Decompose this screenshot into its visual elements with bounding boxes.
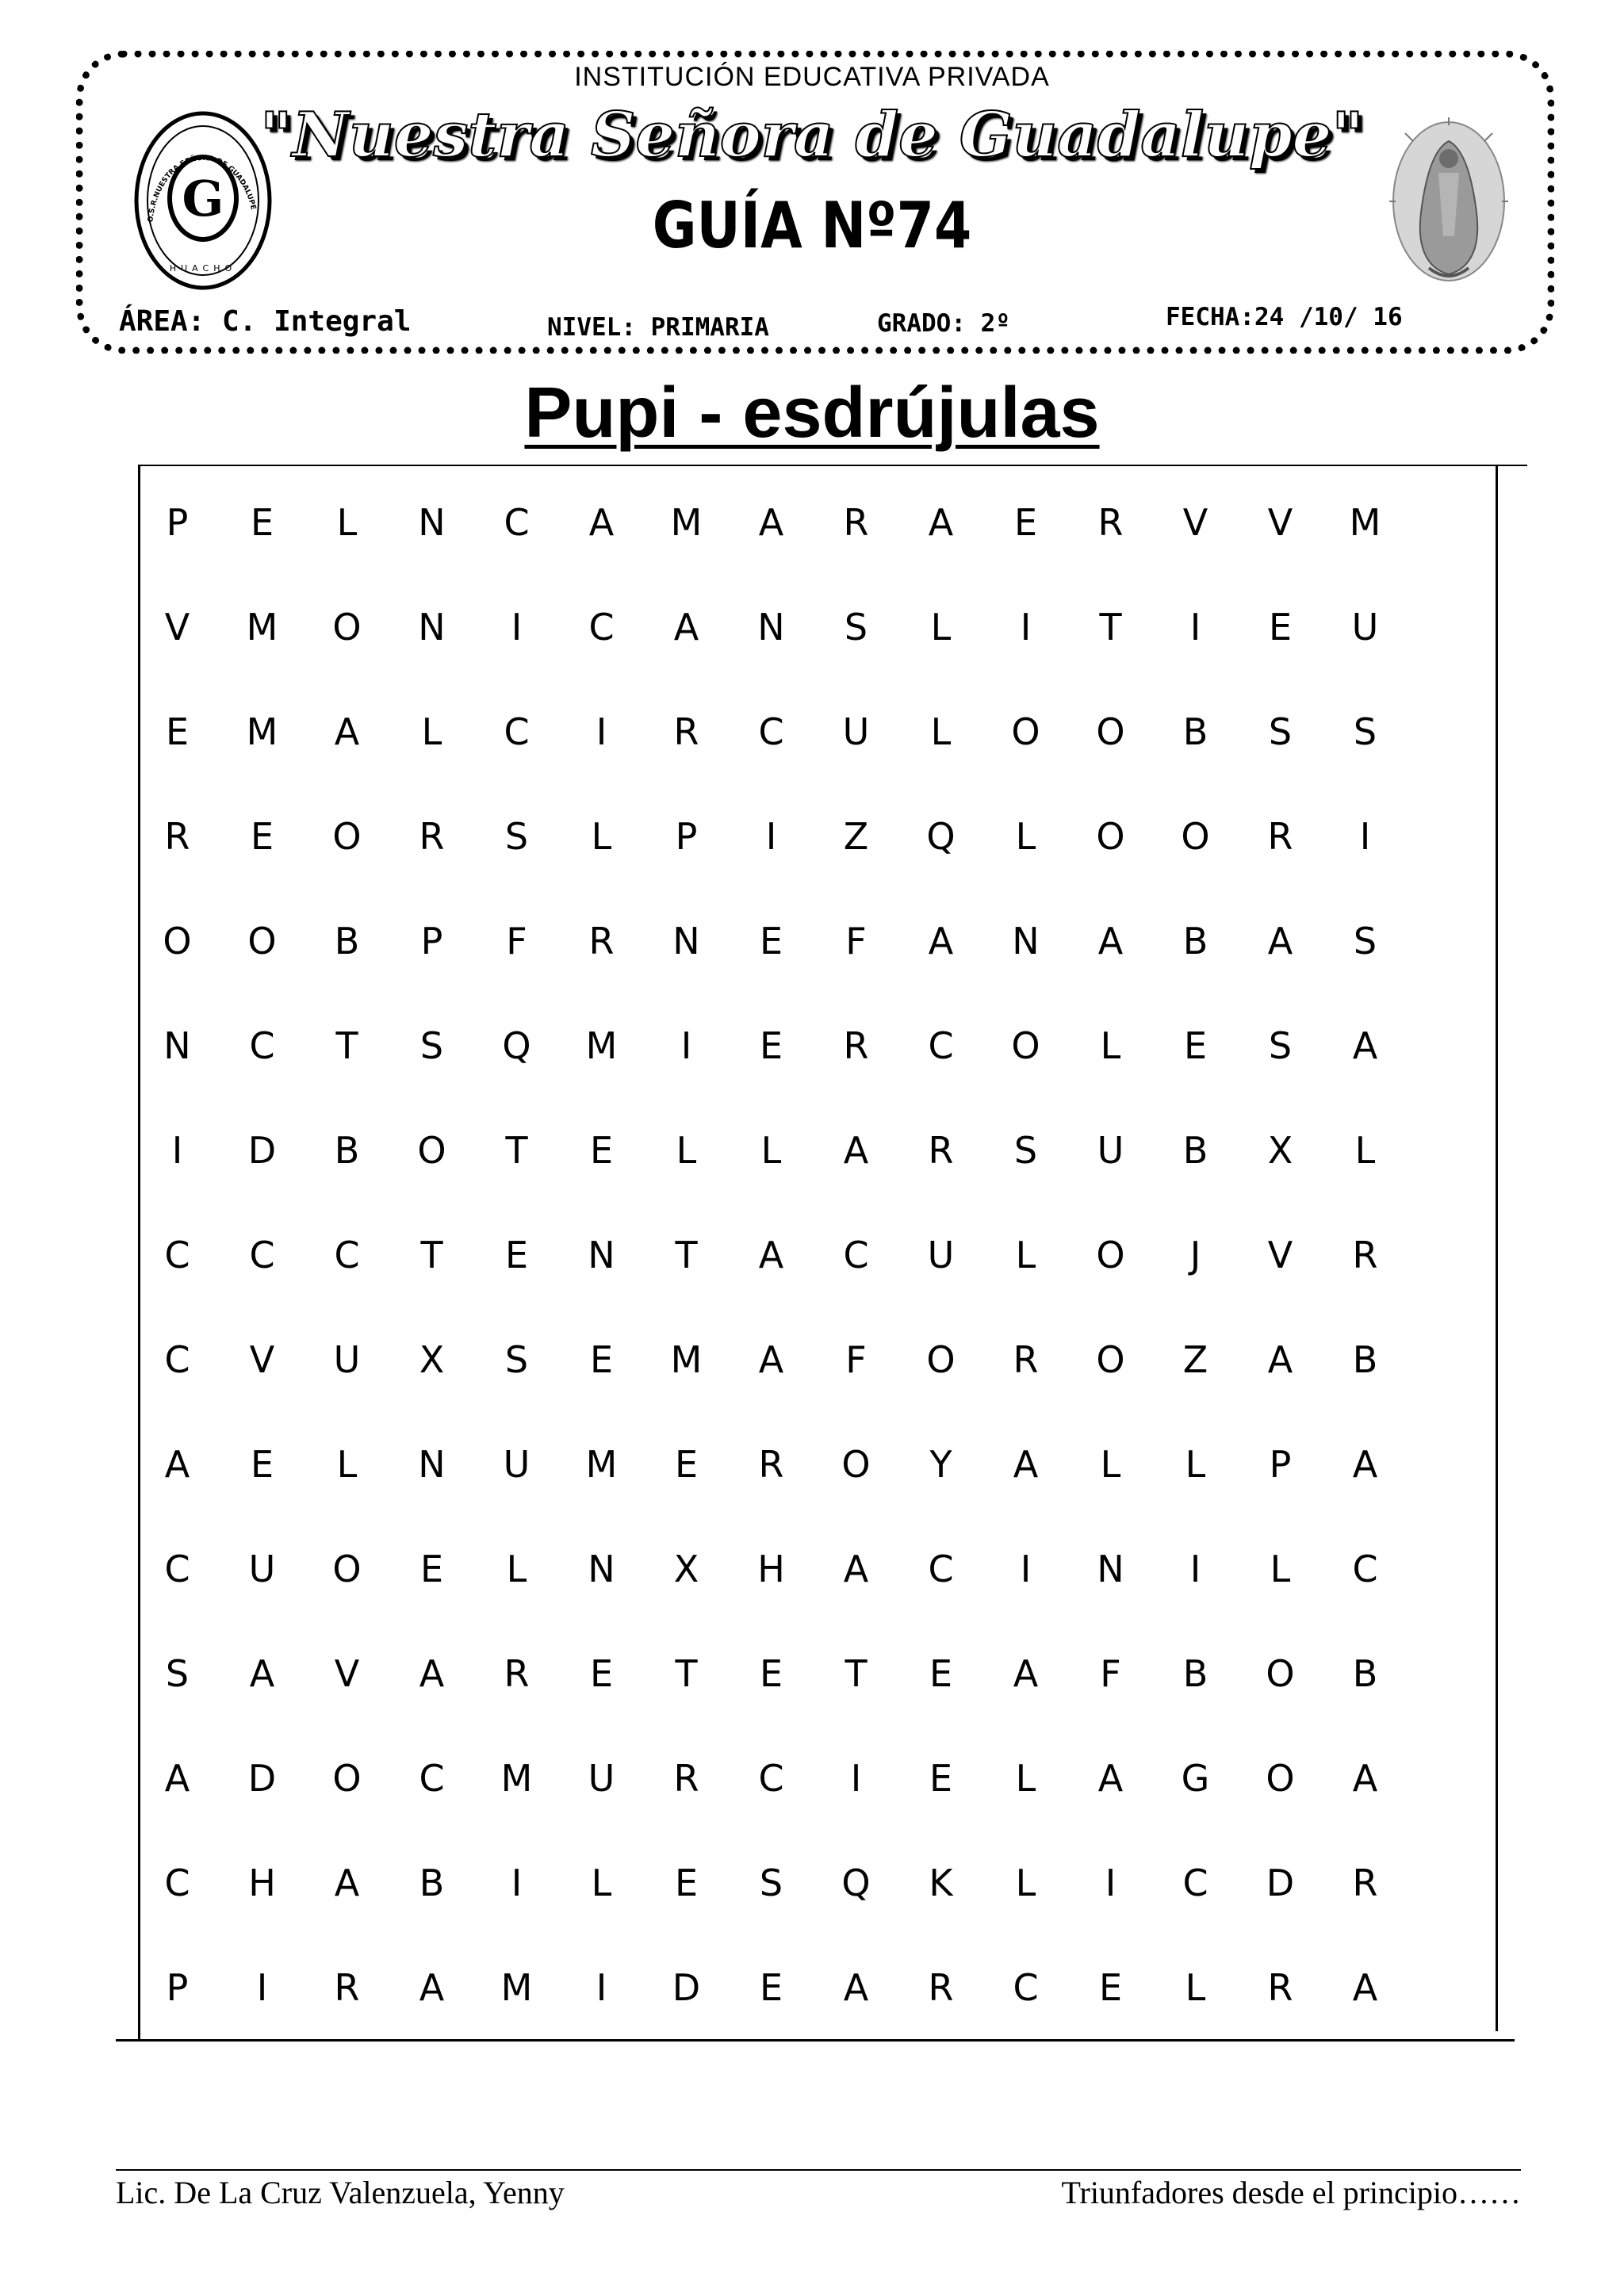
grid-cell[interactable]: O bbox=[1096, 1338, 1125, 1381]
grid-cell[interactable]: N bbox=[672, 920, 700, 962]
grid-cell[interactable]: A bbox=[1097, 1757, 1124, 1800]
grid-cell[interactable]: L bbox=[930, 606, 952, 649]
grid-cell[interactable]: Q bbox=[926, 815, 956, 858]
area-label: ÁREA: C. Integral bbox=[119, 305, 412, 338]
grid-cell[interactable]: L bbox=[1015, 1862, 1036, 1904]
grid-cell[interactable]: A bbox=[1013, 1443, 1039, 1486]
grid-cell[interactable]: N bbox=[418, 606, 446, 649]
grid-cell[interactable]: P bbox=[166, 501, 189, 544]
grid-cell[interactable]: R bbox=[1097, 501, 1124, 544]
grid-cell[interactable]: N bbox=[418, 501, 446, 544]
grid-cell[interactable]: V bbox=[164, 606, 190, 649]
guide-number: GUÍA Nº74 bbox=[652, 189, 972, 262]
grid-cell[interactable]: F bbox=[845, 920, 867, 962]
grid-cell[interactable]: C bbox=[843, 1234, 869, 1276]
grid-cell[interactable]: O bbox=[1266, 1652, 1295, 1695]
grid-cell[interactable]: E bbox=[1013, 501, 1038, 544]
grid-cell[interactable]: U bbox=[333, 1338, 361, 1381]
grid-cell[interactable]: X bbox=[1267, 1129, 1293, 1172]
grid-cell[interactable]: A bbox=[673, 606, 699, 649]
nivel-label: NIVEL: PRIMARIA bbox=[547, 313, 769, 342]
grid-cell[interactable]: K bbox=[929, 1862, 953, 1904]
grid-cell[interactable]: C bbox=[758, 710, 784, 753]
grid-cell[interactable]: A bbox=[1097, 920, 1124, 962]
grid-cell[interactable]: L bbox=[760, 1129, 782, 1172]
grid-cell[interactable]: E bbox=[589, 1129, 614, 1172]
grid-cell[interactable]: E bbox=[929, 1757, 953, 1800]
grid-cell[interactable]: S bbox=[844, 606, 868, 649]
grid-cell[interactable]: Z bbox=[843, 815, 869, 858]
grid-cell[interactable]: C bbox=[928, 1548, 954, 1590]
grid-cell[interactable]: C bbox=[334, 1234, 360, 1276]
grid-cell[interactable]: L bbox=[336, 1443, 358, 1486]
grid-cell[interactable]: O bbox=[1096, 815, 1125, 858]
grid-cell[interactable]: M bbox=[246, 710, 278, 753]
grid-cell[interactable]: R bbox=[843, 501, 869, 544]
grid-cell[interactable]: R bbox=[1352, 1862, 1378, 1904]
grid-cell[interactable]: E bbox=[759, 1966, 783, 2009]
grid-cell[interactable]: E bbox=[504, 1234, 529, 1276]
grid-cell[interactable]: F bbox=[1100, 1652, 1121, 1695]
grid-cell[interactable]: A bbox=[1013, 1652, 1039, 1695]
grid-cell[interactable]: I bbox=[596, 710, 607, 753]
grid-cell[interactable]: C bbox=[588, 606, 615, 649]
grid-cell[interactable]: E bbox=[1098, 1966, 1123, 2009]
grid-cell[interactable]: I bbox=[680, 1024, 692, 1067]
grid-cell[interactable]: D bbox=[672, 1966, 701, 2009]
grid-cell[interactable]: R bbox=[1013, 1338, 1039, 1381]
grid-cell[interactable]: O bbox=[332, 1757, 362, 1800]
grid-cell[interactable]: U bbox=[1351, 606, 1379, 649]
grid-cell[interactable]: D bbox=[247, 1757, 277, 1800]
grid-cell[interactable]: T bbox=[1099, 606, 1122, 649]
grid-cell[interactable]: I bbox=[850, 1757, 862, 1800]
grid-cell[interactable]: B bbox=[1182, 710, 1208, 753]
grid-cell[interactable]: S bbox=[1268, 1024, 1293, 1067]
grid-cell[interactable]: U bbox=[1097, 1129, 1124, 1172]
grid-cell[interactable]: A bbox=[1352, 1024, 1378, 1067]
grid-cell[interactable]: E bbox=[589, 1338, 614, 1381]
grid-cell[interactable]: J bbox=[1189, 1234, 1201, 1276]
grid-border-top bbox=[138, 465, 1527, 466]
grid-cell[interactable]: B bbox=[334, 920, 360, 962]
grid-cell[interactable]: E bbox=[419, 1548, 444, 1590]
grid-cell[interactable]: S bbox=[165, 1652, 190, 1695]
grid-cell[interactable]: C bbox=[164, 1234, 190, 1276]
grid-cell[interactable]: R bbox=[928, 1966, 954, 2009]
grid-cell[interactable]: V bbox=[1267, 1234, 1293, 1276]
grid-cell[interactable]: A bbox=[843, 1129, 869, 1172]
grid-cell[interactable]: E bbox=[1183, 1024, 1208, 1067]
grid-cell[interactable]: A bbox=[1352, 1966, 1378, 2009]
grid-cell[interactable]: T bbox=[335, 1024, 358, 1067]
grid-cell[interactable]: N bbox=[588, 1234, 615, 1276]
grid-cell[interactable]: C bbox=[1013, 1966, 1039, 2009]
grid-cell[interactable]: P bbox=[166, 1966, 189, 2009]
grid-cell[interactable]: I bbox=[256, 1966, 268, 2009]
grid-cell[interactable]: C bbox=[504, 710, 530, 753]
fecha-label: FECHA:24 /10/ 16 bbox=[1166, 303, 1403, 331]
grid-border-right bbox=[1496, 465, 1498, 2031]
grid-cell[interactable]: E bbox=[250, 501, 274, 544]
footer-author: Lic. De La Cruz Valenzuela, Yenny bbox=[116, 2175, 565, 2210]
grid-cell[interactable]: R bbox=[928, 1129, 954, 1172]
grid-cell[interactable]: A bbox=[1267, 920, 1293, 962]
grid-cell[interactable]: E bbox=[674, 1862, 699, 1904]
grid-cell[interactable]: C bbox=[249, 1024, 275, 1067]
grid-cell[interactable]: O bbox=[1096, 1234, 1125, 1276]
grid-cell[interactable]: L bbox=[1100, 1443, 1121, 1486]
grid-cell[interactable]: F bbox=[506, 920, 527, 962]
grid-cell[interactable]: V bbox=[1267, 501, 1293, 544]
grid-cell[interactable]: R bbox=[673, 710, 699, 753]
grid-cell[interactable]: B bbox=[1182, 920, 1208, 962]
grid-cell[interactable]: L bbox=[1015, 1234, 1036, 1276]
grid-cell[interactable]: I bbox=[1189, 1548, 1201, 1590]
grid-cell[interactable]: C bbox=[758, 1757, 784, 1800]
grid-cell[interactable]: S bbox=[504, 815, 529, 858]
grid-cell[interactable]: C bbox=[164, 1338, 190, 1381]
grid-cell[interactable]: L bbox=[336, 501, 358, 544]
grid-cell[interactable]: O bbox=[926, 1338, 956, 1381]
grid-cell[interactable]: I bbox=[1105, 1862, 1116, 1904]
grid-cell[interactable]: U bbox=[842, 710, 870, 753]
grid-cell[interactable]: Q bbox=[502, 1024, 531, 1067]
grid-cell[interactable]: T bbox=[420, 1234, 443, 1276]
grado-label: GRADO: 2º bbox=[877, 309, 1010, 338]
grid-cell[interactable]: R bbox=[1267, 1966, 1293, 2009]
grid-cell[interactable]: B bbox=[419, 1862, 445, 1904]
grid-cell[interactable]: S bbox=[1353, 710, 1377, 753]
grid-cell[interactable]: M bbox=[500, 1757, 533, 1800]
grid-cell[interactable]: A bbox=[843, 1548, 869, 1590]
grid-cell[interactable]: A bbox=[758, 1338, 784, 1381]
grid-cell[interactable]: O bbox=[247, 920, 277, 962]
grid-cell[interactable]: L bbox=[1270, 1548, 1291, 1590]
grid-cell[interactable]: S bbox=[1013, 1129, 1038, 1172]
grid-cell[interactable]: E bbox=[929, 1652, 953, 1695]
grid-cell[interactable]: A bbox=[419, 1966, 445, 2009]
grid-cell[interactable]: C bbox=[249, 1234, 275, 1276]
grid-cell[interactable]: A bbox=[758, 501, 784, 544]
grid-cell[interactable]: S bbox=[1268, 710, 1293, 753]
page-title: Pupi - esdrújulas bbox=[524, 373, 1100, 453]
grid-cell[interactable]: I bbox=[596, 1966, 607, 2009]
grid-cell[interactable]: T bbox=[505, 1129, 528, 1172]
grid-cell[interactable]: R bbox=[758, 1443, 784, 1486]
grid-cell[interactable]: B bbox=[1352, 1652, 1378, 1695]
grid-cell[interactable]: T bbox=[845, 1652, 868, 1695]
grid-cell[interactable]: V bbox=[1182, 501, 1208, 544]
grid-cell[interactable]: C bbox=[164, 1862, 190, 1904]
grid-cell[interactable]: A bbox=[1267, 1338, 1293, 1381]
grid-cell[interactable]: R bbox=[1352, 1234, 1378, 1276]
footer-motto: Triunfadores desde el principio…… bbox=[1061, 2175, 1521, 2210]
grid-cell[interactable]: B bbox=[1182, 1129, 1208, 1172]
grid-cell[interactable]: O bbox=[1181, 815, 1210, 858]
grid-cell[interactable]: Z bbox=[1182, 1338, 1208, 1381]
grid-cell[interactable]: E bbox=[589, 1652, 614, 1695]
grid-cell[interactable]: M bbox=[246, 606, 278, 649]
grid-cell[interactable]: I bbox=[1189, 606, 1201, 649]
word-search-grid bbox=[135, 492, 1451, 2061]
grid-cell[interactable]: I bbox=[511, 606, 523, 649]
grid-cell[interactable]: O bbox=[332, 815, 362, 858]
grid-cell[interactable]: O bbox=[1011, 1024, 1040, 1067]
grid-cell[interactable]: M bbox=[670, 501, 703, 544]
logo-letter: G bbox=[182, 170, 224, 228]
grid-cell[interactable]: S bbox=[759, 1862, 783, 1904]
grid-cell[interactable]: A bbox=[164, 1443, 190, 1486]
grid-cell[interactable]: Y bbox=[929, 1443, 952, 1486]
grid-cell[interactable]: D bbox=[247, 1129, 277, 1172]
grid-cell[interactable]: I bbox=[1020, 1548, 1032, 1590]
footer-divider bbox=[116, 2169, 1521, 2171]
grid-cell[interactable]: X bbox=[673, 1548, 699, 1590]
grid-cell[interactable]: E bbox=[250, 1443, 274, 1486]
grid-cell[interactable]: L bbox=[591, 815, 612, 858]
grid-cell[interactable]: L bbox=[1100, 1024, 1121, 1067]
grid-cell[interactable]: L bbox=[1015, 815, 1036, 858]
grid-cell[interactable]: L bbox=[506, 1548, 527, 1590]
grid-cell[interactable]: M bbox=[585, 1443, 618, 1486]
grid-cell[interactable]: L bbox=[1185, 1443, 1206, 1486]
grid-cell[interactable]: C bbox=[504, 501, 530, 544]
grid-cell[interactable]: X bbox=[419, 1338, 445, 1381]
grid-cell[interactable]: A bbox=[164, 1757, 190, 1800]
grid-cell[interactable]: A bbox=[334, 710, 360, 753]
grid-cell[interactable]: M bbox=[1349, 501, 1381, 544]
grid-cell[interactable]: D bbox=[1266, 1862, 1295, 1904]
grid-cell[interactable]: A bbox=[1352, 1443, 1378, 1486]
grid-cell[interactable]: I bbox=[171, 1129, 183, 1172]
grid-cell[interactable]: S bbox=[1353, 920, 1377, 962]
grid-cell[interactable]: V bbox=[249, 1338, 275, 1381]
grid-cell[interactable]: L bbox=[1015, 1757, 1036, 1800]
grid-cell[interactable]: F bbox=[845, 1338, 867, 1381]
grid-cell[interactable]: S bbox=[504, 1338, 529, 1381]
grid-cell[interactable]: L bbox=[421, 710, 442, 753]
grid-cell[interactable]: N bbox=[757, 606, 785, 649]
grid-cell[interactable]: U bbox=[248, 1548, 276, 1590]
grid-cell[interactable]: P bbox=[420, 920, 443, 962]
grid-cell[interactable]: P bbox=[675, 815, 698, 858]
grid-cell[interactable]: C bbox=[1352, 1548, 1378, 1590]
grid-cell[interactable]: R bbox=[673, 1757, 699, 1800]
grid-cell[interactable]: E bbox=[759, 920, 783, 962]
grid-cell[interactable]: R bbox=[843, 1024, 869, 1067]
grid-cell[interactable]: I bbox=[1359, 815, 1371, 858]
grid-cell[interactable]: M bbox=[500, 1966, 533, 2009]
grid-cell[interactable]: O bbox=[1096, 710, 1125, 753]
grid-cell[interactable]: E bbox=[759, 1024, 783, 1067]
grid-cell[interactable]: I bbox=[765, 815, 777, 858]
grid-cell[interactable]: O bbox=[1011, 710, 1040, 753]
grid-cell[interactable]: A bbox=[928, 920, 954, 962]
grid-cell[interactable]: G bbox=[1181, 1757, 1210, 1800]
grid-cell[interactable]: H bbox=[757, 1548, 785, 1590]
grid-cell[interactable]: A bbox=[588, 501, 615, 544]
grid-cell[interactable]: P bbox=[1269, 1443, 1292, 1486]
grid-cell[interactable]: L bbox=[591, 1862, 612, 1904]
grid-cell[interactable]: M bbox=[585, 1024, 618, 1067]
grid-cell[interactable]: Q bbox=[841, 1862, 871, 1904]
grid-cell[interactable]: A bbox=[928, 501, 954, 544]
grid-cell[interactable]: M bbox=[670, 1338, 703, 1381]
grid-cell[interactable]: A bbox=[843, 1966, 869, 2009]
grid-cell[interactable]: U bbox=[588, 1757, 615, 1800]
grid-cell[interactable]: N bbox=[1012, 920, 1040, 962]
grid-cell[interactable]: R bbox=[334, 1966, 360, 2009]
grid-cell[interactable]: L bbox=[1354, 1129, 1376, 1172]
grid-cell[interactable]: R bbox=[419, 815, 445, 858]
institution-label: INSTITUCIÓN EDUCATIVA PRIVADA bbox=[574, 62, 1050, 92]
grid-cell[interactable]: B bbox=[1352, 1338, 1378, 1381]
grid-cell[interactable]: L bbox=[676, 1129, 697, 1172]
grid-cell[interactable]: T bbox=[675, 1652, 698, 1695]
grid-cell[interactable]: R bbox=[1267, 815, 1293, 858]
grid-cell[interactable]: O bbox=[332, 606, 362, 649]
grid-cell[interactable]: O bbox=[1266, 1757, 1295, 1800]
grid-cell[interactable]: A bbox=[334, 1862, 360, 1904]
grid-cell[interactable]: B bbox=[334, 1129, 360, 1172]
logo-bottom-text: HUACHO bbox=[169, 263, 237, 274]
grid-cell[interactable]: O bbox=[332, 1548, 362, 1590]
grid-cell[interactable]: C bbox=[1182, 1862, 1208, 1904]
grid-cell[interactable]: A bbox=[1352, 1757, 1378, 1800]
grid-cell[interactable]: E bbox=[1268, 606, 1293, 649]
grid-cell[interactable]: C bbox=[928, 1024, 954, 1067]
grid-cell[interactable]: R bbox=[504, 1652, 530, 1695]
grid-cell[interactable]: L bbox=[1185, 1966, 1206, 2009]
grid-cell[interactable]: N bbox=[418, 1443, 446, 1486]
grid-cell[interactable]: I bbox=[511, 1862, 523, 1904]
grid-cell[interactable]: U bbox=[927, 1234, 955, 1276]
grid-cell[interactable]: E bbox=[165, 710, 190, 753]
grid-cell[interactable]: C bbox=[164, 1548, 190, 1590]
grid-cell[interactable]: H bbox=[248, 1862, 276, 1904]
grid-cell[interactable]: E bbox=[250, 815, 274, 858]
grid-cell[interactable]: U bbox=[503, 1443, 530, 1486]
grid-cell[interactable]: I bbox=[1020, 606, 1032, 649]
grid-cell[interactable]: R bbox=[164, 815, 190, 858]
grid-cell[interactable]: T bbox=[675, 1234, 698, 1276]
grid-cell[interactable]: E bbox=[674, 1443, 699, 1486]
grid-cell[interactable]: E bbox=[759, 1652, 783, 1695]
grid-cell[interactable]: N bbox=[1097, 1548, 1124, 1590]
school-name: "Nuestra Señora de Guadalupe" bbox=[260, 99, 1364, 171]
grid-cell[interactable]: R bbox=[588, 920, 615, 962]
grid-cell[interactable]: L bbox=[930, 710, 952, 753]
grid-cell[interactable]: A bbox=[419, 1652, 445, 1695]
grid-cell[interactable]: O bbox=[163, 920, 192, 962]
grid-cell[interactable]: N bbox=[163, 1024, 191, 1067]
grid-cell[interactable]: S bbox=[419, 1024, 444, 1067]
grid-cell[interactable]: O bbox=[841, 1443, 871, 1486]
grid-cell[interactable]: A bbox=[758, 1234, 784, 1276]
grid-cell[interactable]: O bbox=[417, 1129, 446, 1172]
grid-cell[interactable]: B bbox=[1182, 1652, 1208, 1695]
grid-cell[interactable]: V bbox=[334, 1652, 360, 1695]
grid-cell[interactable]: N bbox=[588, 1548, 615, 1590]
logo-ring-text: O.S.R.NUESTRA SEÑORA DE GUADALUPE bbox=[147, 154, 258, 223]
grid-cell[interactable]: A bbox=[249, 1652, 275, 1695]
grid-cell[interactable]: C bbox=[419, 1757, 445, 1800]
